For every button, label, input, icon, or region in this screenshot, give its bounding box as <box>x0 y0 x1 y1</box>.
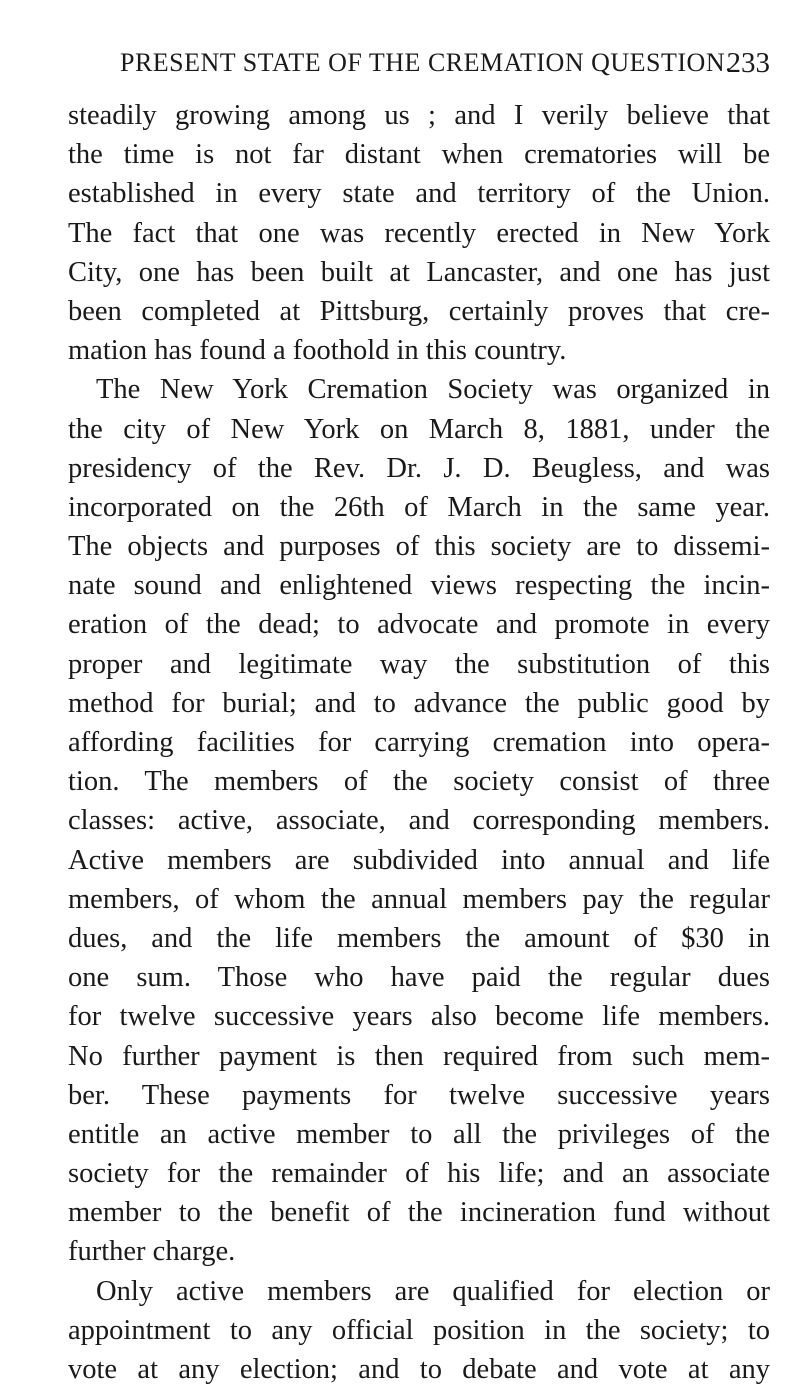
text-line: one sum. Those who have paid the regular dues <box>68 962 770 994</box>
body-text <box>68 96 770 1389</box>
running-head <box>68 46 770 80</box>
text-line: ber. These payments for twelve successive years <box>68 1079 770 1111</box>
text-line: Only active members are qualified for election or <box>96 1275 770 1307</box>
running-title: PRESENT STATE OF THE CREMATION QUESTION. <box>120 48 733 77</box>
text-line: the time is not far distant when crematories will be <box>68 139 770 171</box>
text-line: nate sound and enlightened views respecting the incin- <box>68 570 770 602</box>
text-line: City, one has been built at Lancaster, and one has just <box>68 256 770 288</box>
text-line: entitle an active member to all the privileges of the <box>68 1118 770 1150</box>
text-line: established in every state and territory of the Union. <box>68 178 770 210</box>
text-line: steadily growing among us ; and I verily believe that <box>68 100 770 131</box>
text-line: members, of whom the annual members pay the regular <box>68 883 770 915</box>
text-line: been completed at Pittsburg, certainly proves that cre- <box>68 295 770 327</box>
text-line: Active members are subdivided into annual and life <box>68 844 770 876</box>
text-line: for twelve successive years also become life members. <box>68 1001 770 1033</box>
text-line: affording facilities for carrying cremation into opera- <box>68 727 770 758</box>
text-line: appointment to any official position in the society; to <box>68 1314 770 1346</box>
text-line: No further payment is then required from such mem- <box>68 1040 770 1072</box>
text-line: classes: active, associate, and corresponding members. <box>68 805 770 837</box>
text-line: The objects and purposes of this society are to dissemi- <box>68 531 770 563</box>
text-line: proper and legitimate way the substitution of this <box>68 648 770 680</box>
text-line: eration of the dead; to advocate and promote in every <box>68 609 770 641</box>
text-line: dues, and the life members the amount of $30 in <box>68 922 770 954</box>
text-line: mation has found a foothold in this country. <box>68 335 567 367</box>
text-line: further charge. <box>68 1236 236 1268</box>
text-line: the city of New York on March 8, 1881, under the <box>68 413 770 445</box>
text-line: method for burial; and to advance the public good by <box>68 687 770 719</box>
text-line: The New York Cremation Society was organized in <box>96 374 770 406</box>
text-line: tion. The members of the society consist of three <box>68 766 770 798</box>
text-line: society for the remainder of his life; and an associate <box>68 1158 770 1190</box>
text-line: member to the benefit of the incineration fund without <box>68 1197 770 1229</box>
text-line: incorporated on the 26th of March in the same year. <box>68 491 770 523</box>
page-number: 233 <box>726 47 770 79</box>
text-line: presidency of the Rev. Dr. J. D. Beugless, and was <box>68 452 770 484</box>
text-line: The fact that one was recently erected in New York <box>68 217 770 249</box>
text-line: vote at any election; and to debate and vote at any <box>68 1354 770 1385</box>
